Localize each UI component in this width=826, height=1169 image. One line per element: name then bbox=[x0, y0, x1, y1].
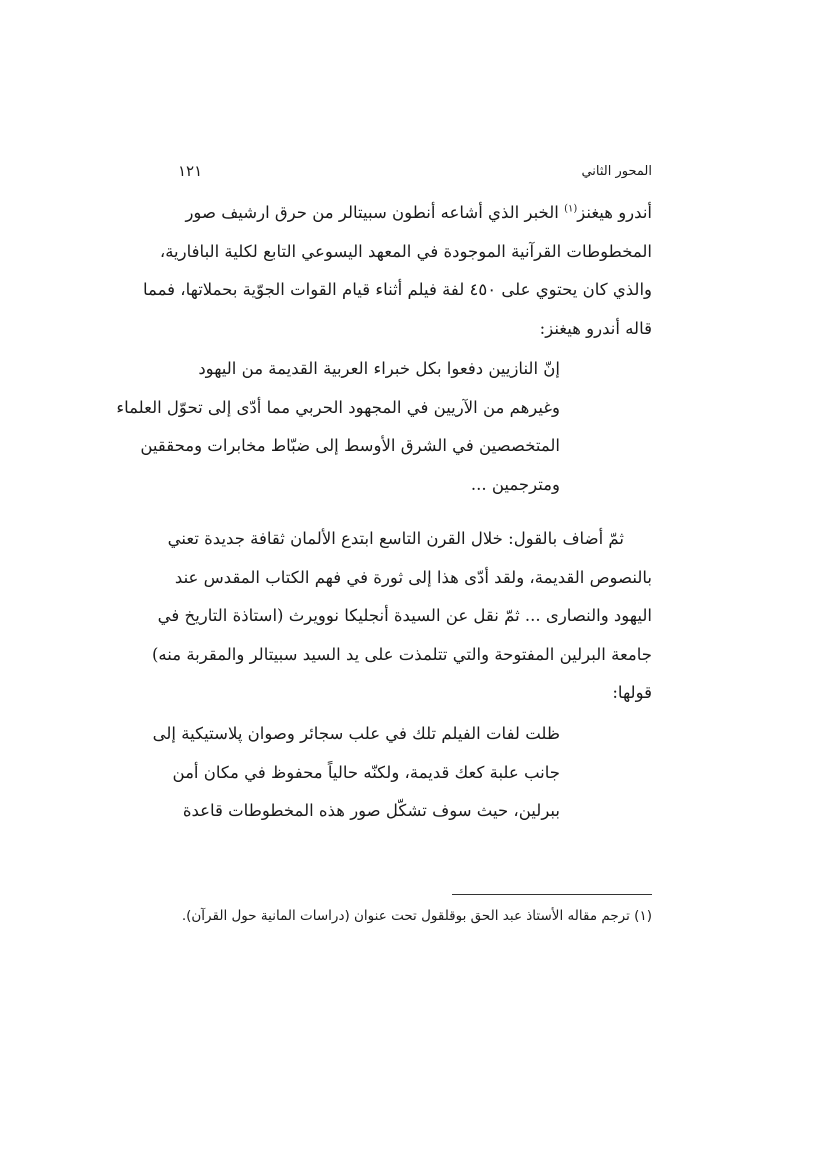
chapter-title: المحور الثاني bbox=[581, 164, 652, 179]
footnote-divider bbox=[452, 894, 652, 895]
quote-line: وغيرهم من الآريين في المجهود الحربي مما أدّى إلى تحوّل العلماء bbox=[116, 397, 560, 417]
body-paragraph-1 bbox=[143, 194, 652, 348]
paragraph-line: قولها: bbox=[612, 683, 652, 702]
block-quote-1 bbox=[116, 350, 560, 504]
paragraph-line: بالنصوص القديمة، ولقد أدّى هذا إلى ثورة في فهم الكتاب المقدس عند bbox=[174, 567, 652, 587]
quote-line: ومترجمين ... bbox=[470, 474, 560, 494]
quote-line: جانب علبة كعك قديمة، ولكنّه حالياً محفوظ في مكان أمن bbox=[172, 762, 560, 782]
quote-line: المتخصصين في الشرق الأوسط إلى ضبّاط مخابرات ومحققين bbox=[140, 436, 560, 455]
paragraph-line: المخطوطات القرآنية الموجودة في المعهد اليسوعي التابع لكلية البافارية، bbox=[159, 241, 652, 261]
paragraph-line: جامعة البرلين المفتوحة والتي تتلمذت على يد السيد سبيتالر والمقربة منه) bbox=[151, 644, 652, 664]
quote-line: ظلت لفات الفيلم تلك في علب سجائر وصوان پلاستيكية إلى bbox=[152, 724, 560, 743]
quote-line: إنّ النازيين دفعوا بكل خبراء العربية القديمة من اليهود bbox=[198, 359, 560, 378]
footnote: (١) ترجم مقاله الأستاذ عبد الحق بوقلقول تحت عنوان (دراسات المانية حول القرآن). bbox=[181, 908, 652, 924]
page-number: ١٢١ bbox=[178, 162, 203, 180]
block-quote-2 bbox=[152, 715, 560, 831]
paragraph-line bbox=[178, 194, 652, 233]
line-text: الخبر الذي أشاعه أنطون سبيتالر من حرق ارشيف صور bbox=[185, 203, 565, 222]
paragraph-line: اليهود والنصارى ... ثمّ نقل عن السيدة أنجليكا نوويرث (استاذة التاريخ في bbox=[157, 606, 652, 625]
quote-line: ببرلين، حيث سوف تشكّل صور هذه المخطوطات قاعدة bbox=[182, 801, 560, 820]
paragraph-line: قاله أندرو هيغنز: bbox=[539, 318, 652, 338]
running-header bbox=[178, 158, 652, 186]
body-paragraph-2 bbox=[151, 520, 652, 713]
footnote-marker[interactable]: (١) bbox=[564, 203, 578, 215]
paragraph-line: والذي كان يحتوي على ٤٥٠ لفة فيلم أثناء قيام القوات الجوّية بحملاتها، فمما bbox=[143, 280, 652, 299]
line-text: أندرو هيغنز bbox=[577, 203, 652, 222]
paragraph-line: ثمّ أضاف بالقول: خلال القرن التاسع ابتدع الألمان ثقافة جديدة تعني bbox=[167, 529, 624, 548]
